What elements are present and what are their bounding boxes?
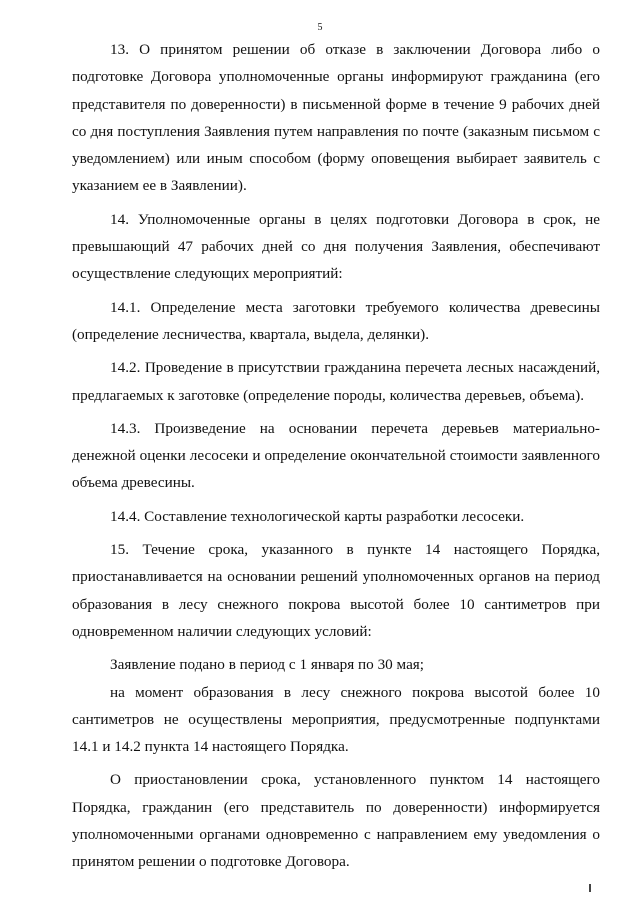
paragraph-14: 14. Уполномоченные органы в целях подготовки Договора в срок, не превышающий 47 рабочих дней со дня получения Заявления, обеспечивают осуществление следующих мероприятий: <box>72 210 600 283</box>
paragraph-14-4: 14.4. Составление технологической карты разработки лесосеки. <box>110 507 525 525</box>
condition-2: на момент образования в лесу снежного покрова высотой более 10 сантиметров не осуществлены мероприятия, предусмотренные подпунктами 14.1 и 14.2 пункта 14 настоящего Порядка. <box>72 683 600 756</box>
page-number: 5 <box>317 22 323 33</box>
paragraph-suspension-notice: О приостановлении срока, установленного пунктом 14 настоящего Порядка, гражданин (его представитель по доверенности) информируется уполномоченными органами одновременно с направлением ему уведомления о принятом решении о подготовке Договора. <box>72 771 600 871</box>
document-body <box>72 36 600 882</box>
scan-speck <box>589 884 591 892</box>
condition-1: Заявление подано в период с 1 января по 30 мая; <box>110 656 425 674</box>
paragraph-13: 13. О принятом решении об отказе в заключении Договора либо о подготовке Договора уполномоченные органы информируют гражданина (его представителя по доверенности) в письменной форме в течение 9 рабочих дней со дня поступления Заявления путем направления по почте (заказным письмом с уведомлением) или иным способом (форму оповещения выбирает заявитель с указанием ее в Заявлении). <box>72 41 600 195</box>
paragraph-14-3: 14.3. Произведение на основании перечета деревьев материально-денежной оценки лесосеки и определение окончательной стоимости заявленного объема древесины. <box>72 419 600 492</box>
paragraph-14-1: 14.1. Определение места заготовки требуемого количества древесины (определение лесничества, квартала, выдела, делянки). <box>72 298 600 343</box>
paragraph-14-2: 14.2. Проведение в присутствии гражданина перечета лесных насаждений, предлагаемых к заготовке (определение породы, количества деревьев, объема). <box>72 359 600 404</box>
paragraph-15: 15. Течение срока, указанного в пункте 14 настоящего Порядка, приостанавливается на основании решений уполномоченных органов на период образования в лесу снежного покрова высотой более 10 сантиметров при одновременном наличии следующих условий: <box>72 541 600 640</box>
